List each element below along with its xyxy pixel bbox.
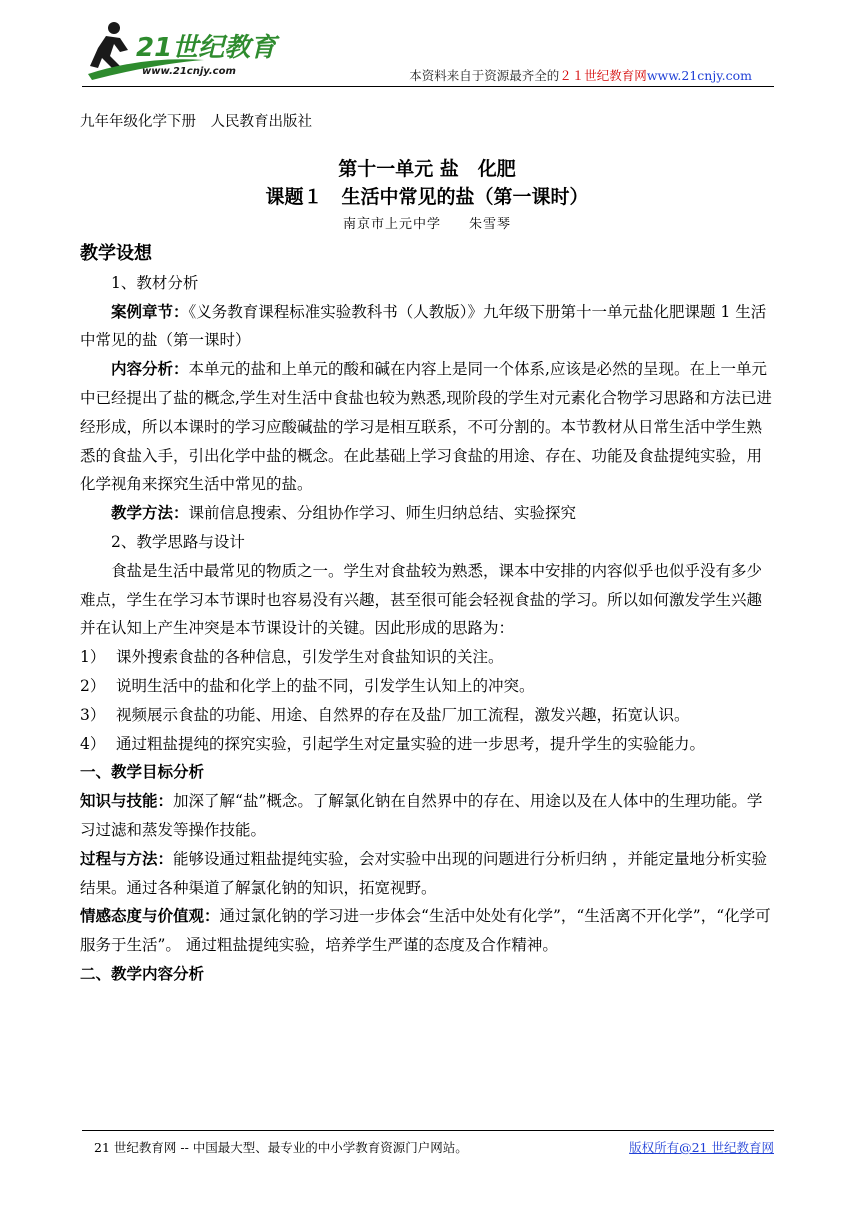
content-analysis: 内容分析：本单元的盐和上单元的酸和碱在内容上是同一个体系,应该是必然的呈现。在上一单元中已经提出了盐的概念,学生对生活中食盐也较为熟悉,现阶段的学生对元素化合物学习思路和方法已进经形成，所以本课时的学习应酸碱盐的学习是相互联系，不可分割的。本节教材从日常生活中学生熟悉的食盐入手，引出化学中盐的概念。在此基础上学习食盐的用途、存在、功能及食盐提纯实验，用化学视角来探究生活中常见的盐。 [80,359,772,494]
design-paragraph: 食盐是生活中最常见的物质之一。学生对食盐较为熟悉，课本中安排的内容似乎也似乎没有多少难点，学生在学习本节课时也容易没有兴趣，甚至很可能会轻视食盐的学习。所以如何激发学生兴趣并在认知上产生冲突是本节课设计的关键。因此形成的思路为： [80,561,763,638]
footer-divider [82,1130,774,1131]
document-body [80,108,774,989]
list-item: 2） 说明生活中的盐和化学上的盐不同，引发学生认知上的冲突。 [80,676,535,695]
process-methods: 过程与方法：能够设通过粗盐提纯实验，会对实验中出现的问题进行分析归纳 ，并能定量地分析实验结果。通过各种渠道了解氯化钠的知识，拓宽视野。 [80,848,767,897]
emotion-values: 情感态度与价值观：通过氯化钠的学习进一步体会“生活中处处有化学”，“生活离不开化学”，“化学可服务于生活”。 通过粗盐提纯实验，培养学生严谨的态度及合作精神。 [80,906,771,955]
unit-title: 第十一单元 盐 化肥 [338,157,516,180]
footer-text: 21 世纪教育网 -- 中国最大型、最专业的中小学教育资源门户网站。 [94,1140,468,1155]
lesson-title: 课题１ 生活中常见的盐（第一课时） [265,185,589,208]
list-item: 3） 视频展示食盐的功能、用途、自然界的存在及盐厂加工流程，激发兴趣，拓宽认识。 [80,705,690,724]
book-info: 九年年级化学下册 人民教育出版社 [80,114,312,130]
header-divider [82,86,774,87]
site-logo [84,16,284,86]
author: 南京市上元中学 朱雪琴 [342,216,511,232]
svg-text:www.21cnjy.com: www.21cnjy.com [142,66,236,77]
copyright-link[interactable]: 版权所有@21 世纪教育网 [629,1140,774,1155]
case-chapter: 案例章节：《义务教育课程标准实验教科书（人教版）》九年级下册第十一单元盐化肥课题 1 生活中常见的盐（第一课时） [80,301,767,350]
header-url-link[interactable]: www.21cnjy.com [646,68,752,83]
subsection-title: 2、教学思路与设计 [111,532,245,551]
subsection-title: 1、教材分析 [111,273,199,292]
list-item: 4） 通过粗盐提纯的探究实验，引起学生对定量实验的进一步思考，提升学生的实验能力。 [80,734,706,753]
svg-text:21世纪教育: 21世纪教育 [136,33,277,63]
knowledge-skills: 知识与技能：加深了解“盐”概念。了解氯化钠在自然界中的存在、用途以及在人体中的生理功能。学习过滤和蒸发等操作技能。 [80,791,763,839]
content-section-title: 二、教学内容分析 [80,963,205,983]
header-note: 本资料来自于资源最齐全的２１世纪教育网www.21cnjy.com [409,68,752,83]
goal-section-title: 一、教学目标分析 [80,762,205,782]
idea-list [80,643,774,758]
teaching-method: 教学方法：课前信息搜索、分组协作学习、师生归纳总结、实验探究 [111,503,577,523]
section-title: 教学设想 [80,242,152,264]
list-item: 1） 课外搜索食盐的各种信息，引发学生对食盐知识的关注。 [80,648,504,667]
